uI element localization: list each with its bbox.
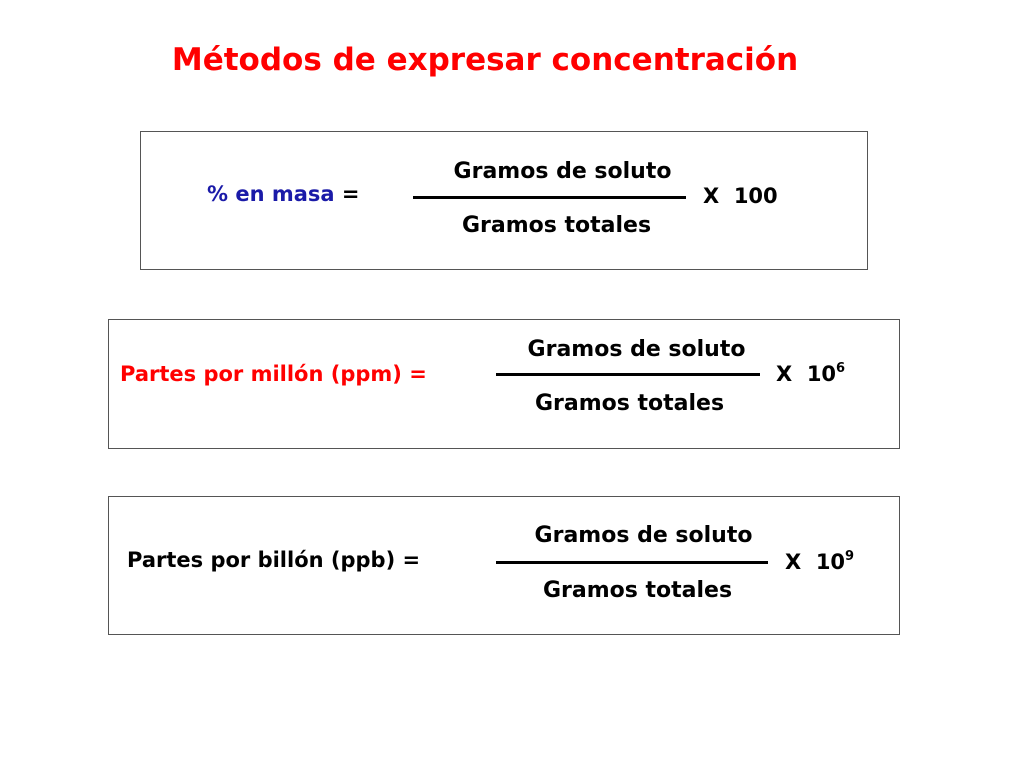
ppb-denominator: Gramos totales bbox=[542, 578, 733, 603]
ppb-numerator: Gramos de soluto bbox=[534, 523, 753, 548]
mass-percent-multiplier-text: X 100 bbox=[703, 184, 778, 208]
mass-percent-denominator: Gramos totales bbox=[461, 213, 652, 238]
mass-percent-multiplier bbox=[703, 186, 778, 207]
ppm-numerator: Gramos de soluto bbox=[527, 337, 746, 362]
mass-percent-fraction-bar bbox=[413, 196, 686, 199]
formula-ppb-label-group bbox=[127, 550, 420, 571]
ppm-denominator: Gramos totales bbox=[534, 391, 725, 416]
formula-ppm-label-group bbox=[120, 364, 427, 385]
ppb-equals: = bbox=[402, 548, 421, 572]
ppb-multiplier-text: X 10 bbox=[785, 550, 846, 574]
formula-mass-percent-label-group bbox=[207, 184, 360, 205]
ppb-multiplier bbox=[785, 549, 855, 574]
slide-title: Métodos de expresar concentración bbox=[171, 42, 799, 78]
ppm-equals: = bbox=[409, 362, 427, 386]
ppm-exponent: 6 bbox=[836, 361, 846, 376]
ppb-label: Partes por billón (ppb) bbox=[127, 548, 396, 572]
ppm-multiplier bbox=[776, 361, 846, 386]
mass-percent-equals: = bbox=[341, 182, 360, 206]
ppm-label: Partes por millón (ppm) bbox=[120, 362, 402, 386]
mass-percent-numerator: Gramos de soluto bbox=[453, 159, 672, 184]
ppm-fraction-bar bbox=[496, 373, 760, 376]
ppb-fraction-bar bbox=[496, 561, 768, 564]
ppm-multiplier-text: X 10 bbox=[776, 362, 837, 386]
ppb-exponent: 9 bbox=[845, 549, 855, 564]
mass-percent-label: % en masa bbox=[207, 182, 335, 206]
